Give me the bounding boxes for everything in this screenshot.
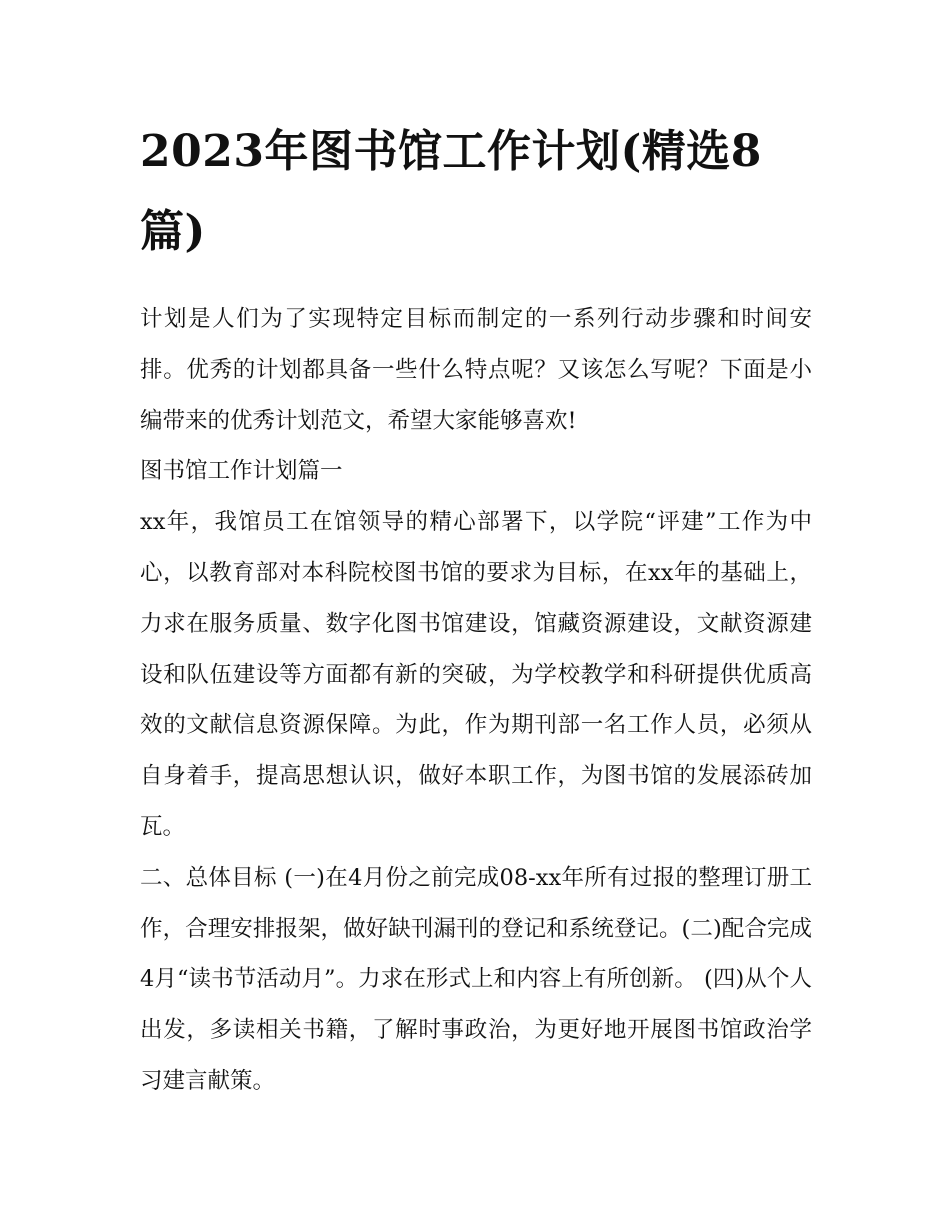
section-heading: 图书馆工作计划篇一 (140, 458, 343, 485)
body-paragraph: xx年，我馆员工在馆领导的精心部署下，以学院“评建”工作为中心，以教育部对本科院校图书馆的要求为目标，在xx年的基础上，力求在服务质量、数字化图书馆建设，馆藏资源建设，文献资源建设和队伍建设等方面都有新的突破，为学校教学和科研提供优质高效的文献信息资源保障。为此，作为期刊部一名工作人员，必须从自身着手，提高思想认识，做好本职工作，为图书馆的发展添砖加瓦。 (140, 509, 812, 840)
intro-paragraph: 计划是人们为了实现特定目标而制定的一系列行动步骤和时间安排。优秀的计划都具备一些什么特点呢？又该怎么写呢？下面是小编带来的优秀计划范文，希望大家能够喜欢! (140, 306, 812, 434)
document-title: 2023年图书馆工作计划(精选8篇) (140, 126, 762, 257)
goals-paragraph: 二、总体目标 (一)在4月份之前完成08-xx年所有过报的整理订册工作，合理安排报架，做好缺刊漏刊的登记和系统登记。(二)配合完成4月“读书节活动月”。力求在形式上和内容上有所创新。 (四)从个人出发，多读相关书籍，了解时事政治，为更好地开展图书馆政治学习建言献策。 (140, 864, 812, 1094)
document-page (140, 112, 812, 1107)
